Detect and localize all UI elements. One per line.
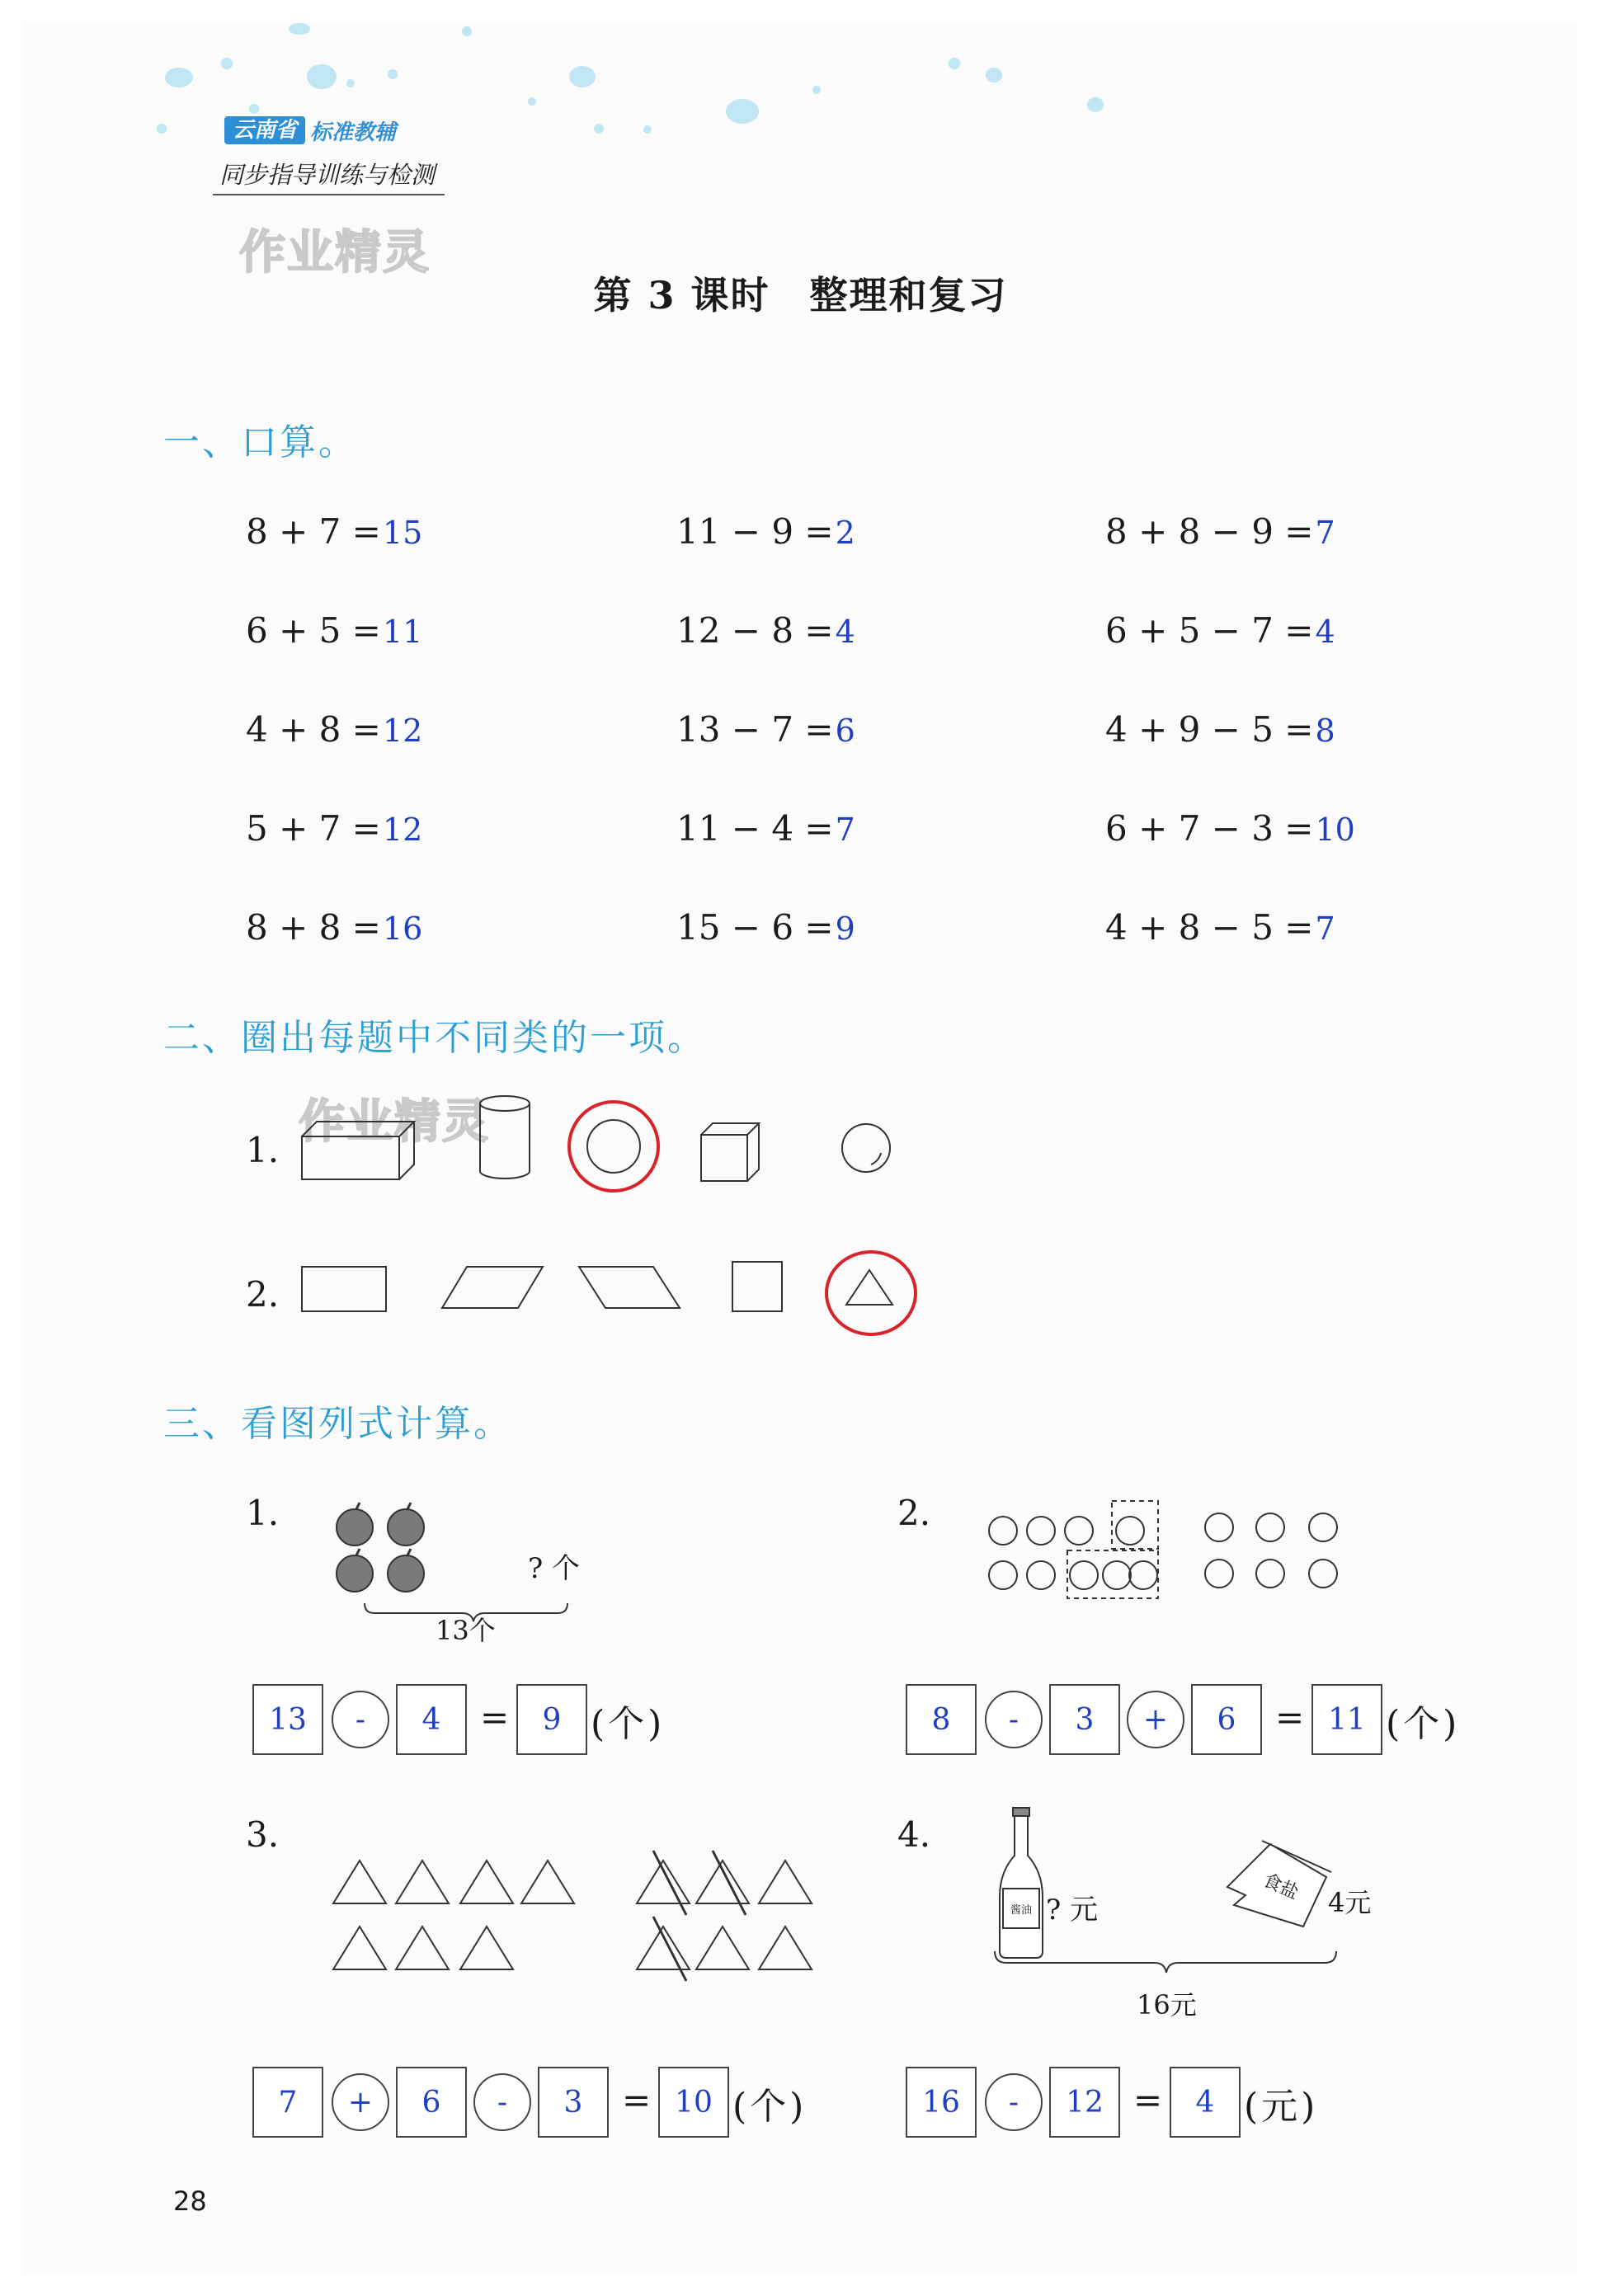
- square-icon: [732, 1262, 782, 1311]
- equation-answer[interactable]: 10: [1315, 812, 1355, 848]
- p2-equals: =: [1275, 1697, 1305, 1738]
- equation-answer[interactable]: 12: [382, 812, 423, 848]
- p2-unit: (个): [1386, 1703, 1461, 1745]
- equation-answer[interactable]: 6: [835, 713, 855, 749]
- cylinder-icon: [480, 1096, 530, 1179]
- section3-heading: 三、看图列式计算。: [163, 1403, 512, 1445]
- equation-answer[interactable]: 9: [835, 910, 855, 947]
- equation-expression: 5 + 7 =: [246, 808, 381, 849]
- p4-box-b[interactable]: 12: [1049, 2067, 1120, 2138]
- equation-answer[interactable]: 12: [382, 713, 423, 749]
- equation-answer[interactable]: 2: [835, 515, 855, 551]
- section1-heading: 一、口算。: [163, 421, 357, 463]
- equation-expression: 6 + 5 =: [246, 610, 381, 651]
- p4-unknown-label: ? 元: [1046, 1894, 1099, 1927]
- dashed-selection: [1067, 1501, 1158, 1598]
- cube-icon: [701, 1123, 759, 1181]
- watermark-top: 作业精灵: [239, 226, 431, 280]
- p3-operator-1[interactable]: +: [332, 2073, 389, 2131]
- equation-answer[interactable]: 4: [835, 614, 855, 650]
- p4-box-a[interactable]: 16: [906, 2067, 977, 2138]
- equation-answer[interactable]: 7: [1315, 910, 1335, 947]
- parallelogram-icon: [442, 1267, 543, 1308]
- equation-answer[interactable]: 16: [382, 910, 423, 947]
- equation-answer[interactable]: 4: [1315, 614, 1335, 650]
- p4-unit: (元): [1244, 2086, 1319, 2128]
- equation-expression: 4 + 8 − 5 =: [1105, 907, 1314, 948]
- equation-expression: 8 + 8 =: [246, 907, 381, 948]
- p4-number: 4.: [897, 1814, 931, 1855]
- equation-expression: 6 + 5 − 7 =: [1105, 610, 1314, 651]
- p2-box-b[interactable]: 3: [1049, 1684, 1120, 1755]
- page-number: 28: [173, 2185, 207, 2217]
- crossed-marks: [653, 1851, 746, 1981]
- triangles-group: [333, 1861, 812, 1969]
- section2-heading: 二、圈出每题中不同类的一项。: [163, 1017, 706, 1059]
- equation-answer[interactable]: 7: [1315, 515, 1335, 551]
- equation-expression: 15 − 6 =: [676, 907, 834, 948]
- parallelogram-icon: [579, 1267, 680, 1308]
- equation-expression: 4 + 9 − 5 =: [1105, 709, 1314, 750]
- sphere-icon: [842, 1124, 890, 1172]
- brand-subtitle: 同步指导训练与检测: [213, 157, 445, 195]
- p2-box-result[interactable]: 11: [1311, 1684, 1382, 1755]
- p2-box-c[interactable]: 6: [1191, 1684, 1262, 1755]
- p2-operator-2[interactable]: +: [1127, 1691, 1184, 1748]
- p3-equals: =: [622, 2080, 652, 2120]
- soy-sauce-bottle-icon: [1000, 1808, 1043, 1958]
- p2-operator-1[interactable]: -: [985, 1691, 1043, 1748]
- equation-expression: 8 + 7 =: [246, 511, 381, 552]
- bottle-label: 酱油: [1010, 1904, 1033, 1917]
- equation-expression: 13 − 7 =: [676, 709, 834, 750]
- equation-expression: 6 + 7 − 3 =: [1105, 808, 1314, 849]
- p1-unit: (个): [591, 1703, 666, 1745]
- equation-expression: 8 + 8 − 9 =: [1105, 511, 1314, 552]
- equation-expression: 11 − 9 =: [676, 511, 834, 552]
- p1-equals: =: [480, 1697, 510, 1738]
- cuboid-icon: [302, 1122, 414, 1179]
- p4-equals: =: [1133, 2080, 1163, 2120]
- p4-total-label: 16元: [1137, 1989, 1197, 2021]
- p3-operator-2[interactable]: -: [473, 2073, 531, 2131]
- p4-operator[interactable]: -: [985, 2073, 1043, 2131]
- bag-label: 食盐: [1260, 1870, 1302, 1904]
- p4-box-result[interactable]: 4: [1170, 2067, 1241, 2138]
- equation-expression: 12 − 8 =: [676, 610, 834, 651]
- watermark-middle: 作业精灵: [299, 1095, 490, 1149]
- brand-tag: 云南省: [224, 116, 305, 144]
- p2-number: 2.: [897, 1493, 931, 1533]
- p3-box-a[interactable]: 7: [252, 2067, 323, 2138]
- triangle-icon[interactable]: [826, 1252, 916, 1334]
- s2-question-1-number: 1.: [246, 1130, 280, 1170]
- rectangle-icon: [302, 1267, 386, 1311]
- circles-group: [989, 1513, 1337, 1589]
- brace-16: [995, 1951, 1336, 1973]
- p3-number: 3.: [246, 1814, 280, 1855]
- equation-expression: 11 − 4 =: [676, 808, 834, 849]
- equation-answer[interactable]: 15: [382, 515, 423, 551]
- p2-box-a[interactable]: 8: [906, 1684, 977, 1755]
- p1-operator[interactable]: -: [332, 1691, 389, 1748]
- p3-unit: (个): [732, 2086, 808, 2128]
- p1-number: 1.: [246, 1493, 280, 1533]
- equation-answer[interactable]: 7: [835, 812, 855, 848]
- equation-expression: 4 + 8 =: [246, 709, 381, 750]
- p1-box-result[interactable]: 9: [516, 1684, 587, 1755]
- p1-box-a[interactable]: 13: [252, 1684, 323, 1755]
- p3-box-b[interactable]: 6: [396, 2067, 467, 2138]
- p1-unknown-label: ? 个: [528, 1552, 581, 1585]
- p4-bag-price: 4元: [1328, 1887, 1372, 1918]
- p3-box-c[interactable]: 3: [538, 2067, 609, 2138]
- circle-icon[interactable]: [569, 1102, 658, 1191]
- page-title: 第 3 课时 整理和复习: [593, 273, 1008, 318]
- apples-icon: [337, 1503, 424, 1592]
- p3-box-result[interactable]: 10: [658, 2067, 729, 2138]
- equation-answer[interactable]: 11: [382, 614, 423, 650]
- p1-total-label: 13个: [436, 1615, 496, 1646]
- s2-question-2-number: 2.: [246, 1274, 280, 1315]
- equation-answer[interactable]: 8: [1315, 713, 1335, 749]
- p1-box-b[interactable]: 4: [396, 1684, 467, 1755]
- brand-name: 标准教辅: [310, 120, 397, 145]
